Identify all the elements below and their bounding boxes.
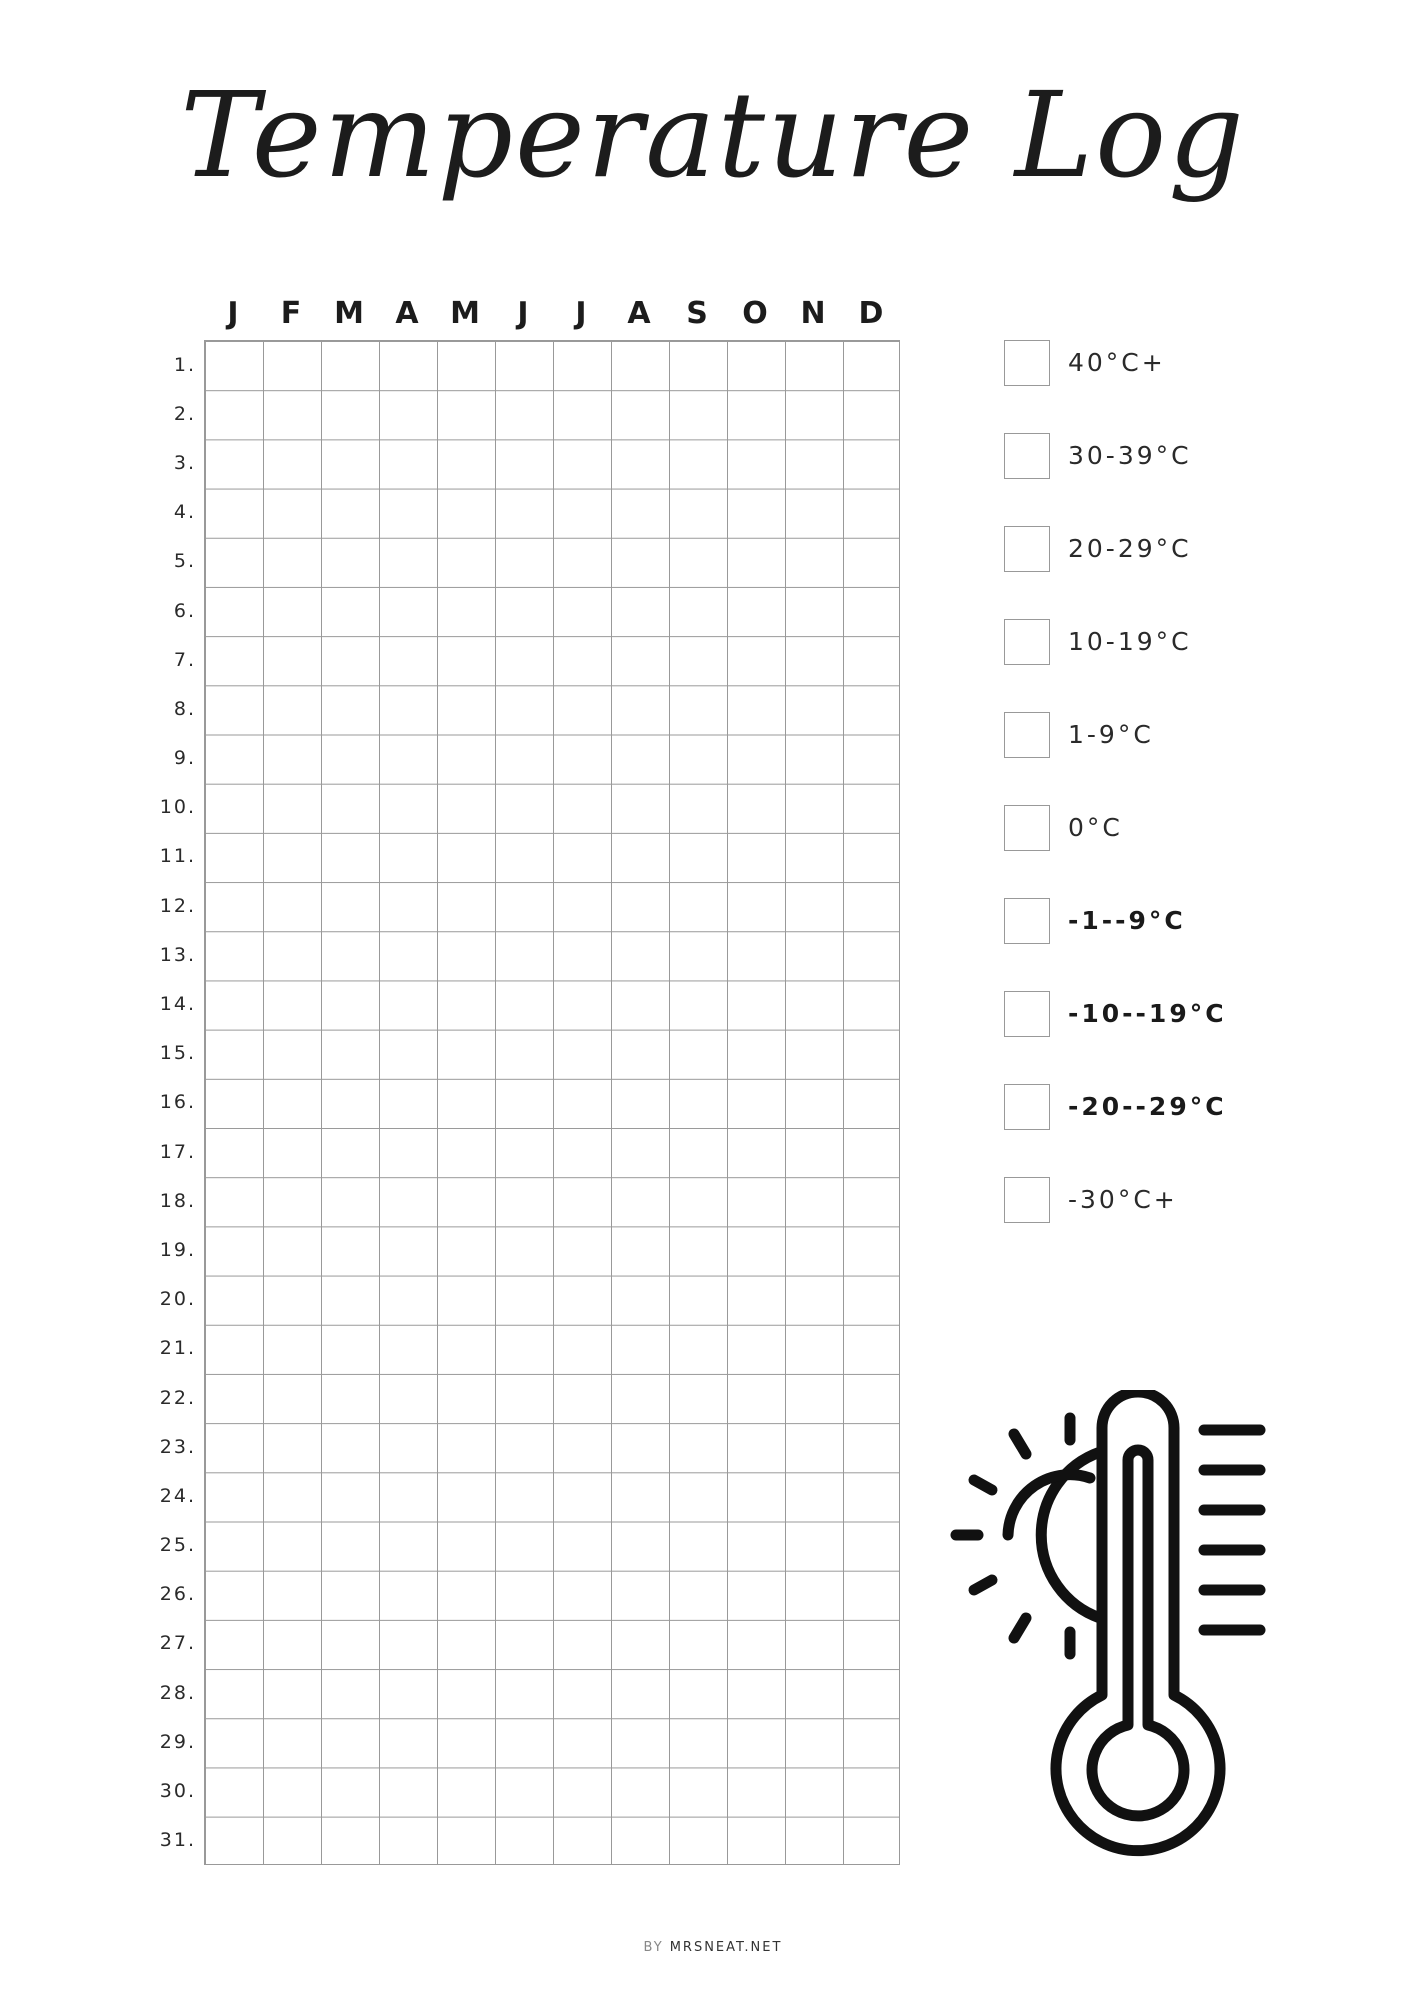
legend-checkbox[interactable] — [1004, 1084, 1050, 1130]
legend-item — [1004, 991, 1364, 1084]
day-label: 28. — [159, 1681, 196, 1704]
legend-checkbox[interactable] — [1004, 526, 1050, 572]
legend-checkbox[interactable] — [1004, 1177, 1050, 1223]
legend-label: 10-19°C — [1068, 627, 1192, 656]
month-label: S — [686, 296, 708, 331]
month-label: A — [395, 296, 419, 331]
day-label: 23. — [159, 1435, 196, 1458]
day-label: 29. — [159, 1730, 196, 1753]
day-label: 22. — [159, 1386, 196, 1409]
day-label: 17. — [159, 1140, 196, 1163]
day-label: 12. — [159, 894, 196, 917]
legend-label: -1--9°C — [1068, 906, 1186, 935]
month-label: O — [742, 296, 768, 331]
month-label: J — [227, 296, 239, 331]
day-label: 16. — [159, 1091, 196, 1114]
month-label: M — [334, 296, 364, 331]
legend-label: 40°C+ — [1068, 348, 1166, 377]
temperature-grid[interactable] — [204, 340, 900, 1865]
day-label: 19. — [159, 1238, 196, 1261]
temperature-legend — [1004, 340, 1364, 1270]
day-label: 5. — [173, 550, 196, 573]
day-label: 26. — [159, 1583, 196, 1606]
day-label: 3. — [173, 451, 196, 474]
legend-item — [1004, 526, 1364, 619]
footer-by: BY — [643, 1940, 664, 1955]
day-label: 21. — [159, 1337, 196, 1360]
legend-item — [1004, 898, 1364, 991]
legend-checkbox[interactable] — [1004, 712, 1050, 758]
month-label: F — [280, 296, 302, 331]
legend-item — [1004, 712, 1364, 805]
legend-label: 30-39°C — [1068, 441, 1192, 470]
day-label: 11. — [159, 845, 196, 868]
month-label: J — [575, 296, 587, 331]
day-label: 7. — [173, 648, 196, 671]
legend-item — [1004, 805, 1364, 898]
day-label: 6. — [173, 599, 196, 622]
legend-checkbox[interactable] — [1004, 898, 1050, 944]
day-label: 2. — [173, 402, 196, 425]
footer-credit — [0, 1940, 1426, 1955]
day-label: 31. — [159, 1829, 196, 1852]
day-label: 4. — [173, 501, 196, 524]
day-label: 1. — [173, 353, 196, 376]
month-label: J — [517, 296, 529, 331]
day-label: 18. — [159, 1189, 196, 1212]
legend-checkbox[interactable] — [1004, 805, 1050, 851]
day-label: 20. — [159, 1288, 196, 1311]
legend-item — [1004, 433, 1364, 526]
page-title: Temperature Log — [180, 66, 1246, 204]
day-label: 14. — [159, 993, 196, 1016]
month-label: N — [800, 296, 826, 331]
legend-item — [1004, 619, 1364, 712]
day-label: 15. — [159, 1042, 196, 1065]
day-label: 24. — [159, 1484, 196, 1507]
day-label: 25. — [159, 1534, 196, 1557]
legend-checkbox[interactable] — [1004, 340, 1050, 386]
legend-item — [1004, 1177, 1364, 1270]
legend-label: 1-9°C — [1068, 720, 1154, 749]
legend-label: -20--29°C — [1068, 1092, 1227, 1121]
footer-site[interactable]: MRSNEAT.NET — [669, 1940, 783, 1955]
day-labels-column — [150, 340, 196, 1865]
legend-label: -30°C+ — [1068, 1185, 1178, 1214]
month-header-row — [204, 292, 900, 336]
day-label: 27. — [159, 1632, 196, 1655]
legend-label: 0°C — [1068, 813, 1123, 842]
legend-item — [1004, 340, 1364, 433]
month-label: D — [858, 296, 884, 331]
legend-label: -10--19°C — [1068, 999, 1227, 1028]
day-label: 10. — [159, 796, 196, 819]
legend-label: 20-29°C — [1068, 534, 1192, 563]
thermometer-sun-icon — [940, 1390, 1280, 1870]
legend-item — [1004, 1084, 1364, 1177]
day-label: 13. — [159, 943, 196, 966]
month-label: M — [450, 296, 480, 331]
day-label: 8. — [173, 697, 196, 720]
day-label: 30. — [159, 1780, 196, 1803]
month-label: A — [627, 296, 651, 331]
legend-checkbox[interactable] — [1004, 991, 1050, 1037]
legend-checkbox[interactable] — [1004, 619, 1050, 665]
legend-checkbox[interactable] — [1004, 433, 1050, 479]
day-label: 9. — [173, 747, 196, 770]
